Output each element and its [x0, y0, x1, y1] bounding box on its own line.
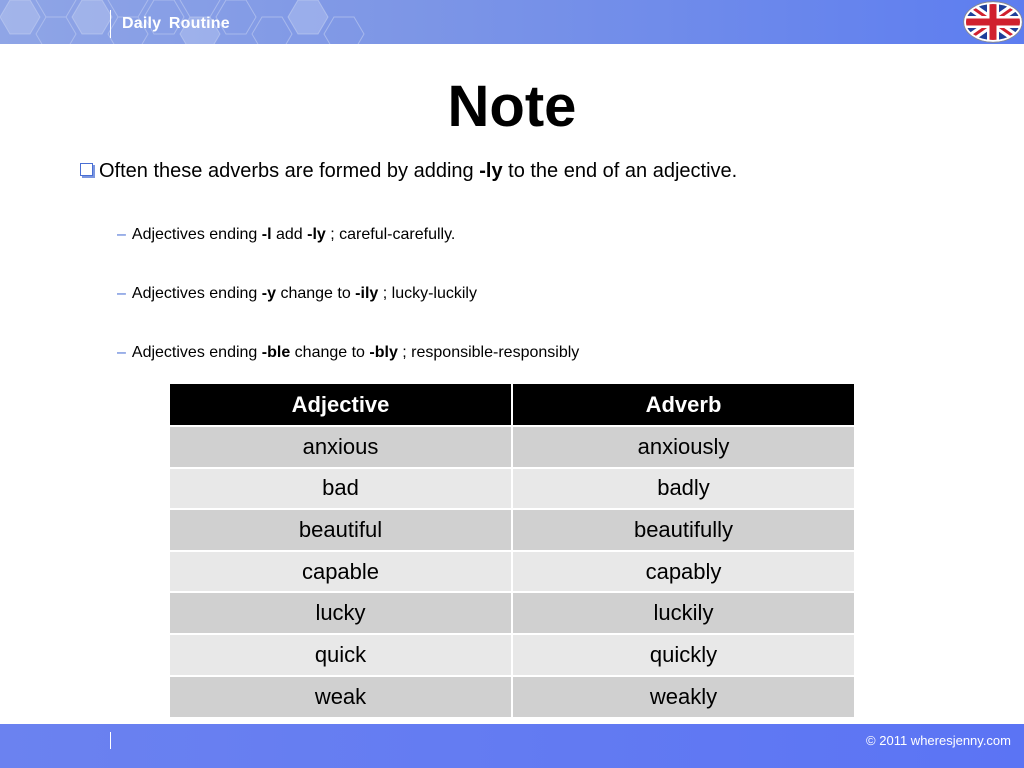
main-bullet-bold: -ly	[479, 160, 503, 182]
table-header-row	[170, 384, 854, 426]
sub-bullet-bold: -y	[261, 285, 276, 302]
sub-bullet-text: Adjectives ending	[131, 226, 262, 243]
adverb-table	[170, 384, 854, 717]
sub-bullet-text: ; lucky-luckily	[378, 285, 477, 302]
main-bullet	[80, 158, 737, 184]
sub-bullet-text: ; responsible-responsibly	[397, 344, 580, 361]
column-header-adverb: Adverb	[512, 384, 854, 426]
adjective-cell: bad	[170, 468, 512, 510]
footer-bar	[0, 724, 1024, 768]
header-bar	[0, 0, 1024, 44]
adverb-cell: luckily	[512, 592, 854, 634]
adjective-cell: anxious	[170, 426, 512, 468]
sub-bullet-bold: -bly	[369, 344, 398, 361]
sub-bullet-text: change to	[290, 344, 370, 361]
sub-bullet-text: change to	[276, 285, 356, 302]
sub-bullet-bold: -ble	[261, 344, 291, 361]
adverb-cell: weakly	[512, 676, 854, 718]
table-row	[170, 634, 854, 676]
adverb-cell: quickly	[512, 634, 854, 676]
sub-bullet-text: Adjectives ending	[131, 285, 262, 302]
adverb-cell: badly	[512, 468, 854, 510]
sub-bullet	[117, 343, 579, 363]
sub-bullet-bold: -l	[261, 226, 272, 243]
table-row	[170, 676, 854, 718]
table-row	[170, 551, 854, 593]
checkbox-bullet-icon	[80, 163, 93, 176]
table-row	[170, 592, 854, 634]
footer-divider	[110, 732, 111, 749]
dash-bullet-icon: –	[117, 344, 126, 361]
sub-bullet-text: ; careful-carefully.	[325, 226, 456, 243]
adverb-cell: anxiously	[512, 426, 854, 468]
table-row	[170, 468, 854, 510]
sub-bullet-text: add	[271, 226, 308, 243]
sub-bullet-text: Adjectives ending	[131, 344, 262, 361]
sub-bullet-bold: -ly	[307, 226, 326, 243]
sub-bullet	[117, 284, 477, 304]
adjective-cell: lucky	[170, 592, 512, 634]
sub-bullet-bold: -ily	[355, 285, 379, 302]
adjective-cell: beautiful	[170, 509, 512, 551]
dash-bullet-icon: –	[117, 226, 126, 243]
main-bullet-post: to the end of an adjective.	[502, 160, 738, 182]
header-title: Daily Routine	[122, 15, 230, 32]
column-header-adjective: Adjective	[170, 384, 512, 426]
sub-bullet	[117, 225, 455, 245]
dash-bullet-icon: –	[117, 285, 126, 302]
footer-copyright: © 2011 wheresjenny.com	[866, 733, 1011, 748]
adjective-cell: capable	[170, 551, 512, 593]
main-bullet-pre: Often these adverbs are formed by adding	[99, 160, 480, 182]
table-row	[170, 509, 854, 551]
adjective-cell: weak	[170, 676, 512, 718]
adjective-cell: quick	[170, 634, 512, 676]
uk-flag-icon	[963, 1, 1023, 43]
adverb-cell: beautifully	[512, 509, 854, 551]
header-divider	[110, 10, 111, 38]
table-row	[170, 426, 854, 468]
slide-title: Note	[447, 74, 577, 139]
adverb-cell: capably	[512, 551, 854, 593]
